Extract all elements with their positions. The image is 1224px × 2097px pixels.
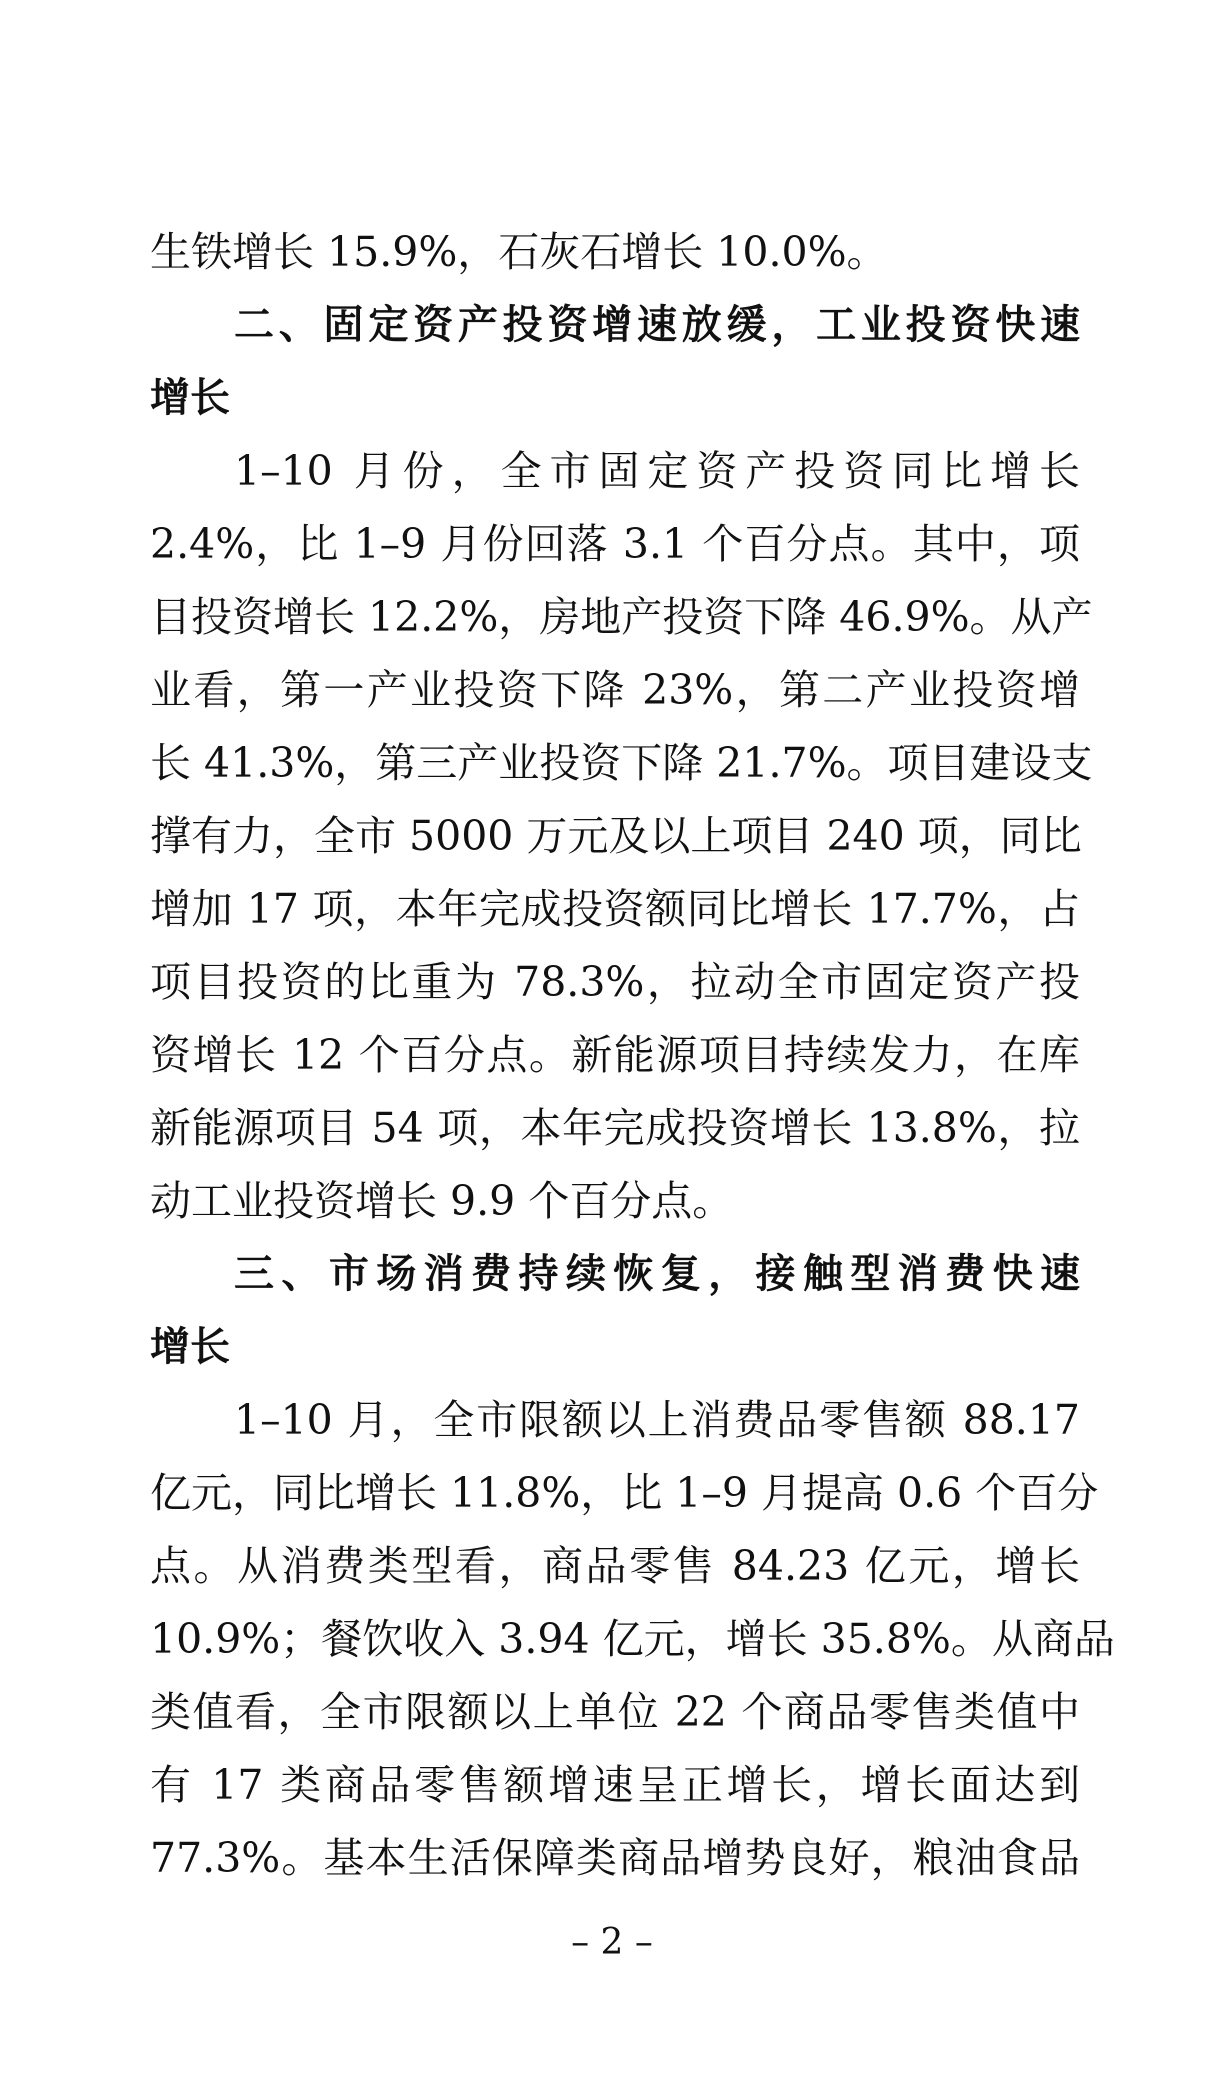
paragraph-3-line-4: 10.9%；餐饮收入 3.94 亿元，增长 35.8%。从商品 xyxy=(150,1615,1115,1663)
paragraph-2-line-4: 业看，第一产业投资下降 23%，第二产业投资增 xyxy=(150,666,1080,714)
section-heading-2-line-1: 二、固定资产投资增速放缓，工业投资快速 xyxy=(234,302,1080,348)
section-heading-3-line-1: 三、市场消费持续恢复，接触型消费快速 xyxy=(234,1251,1080,1297)
page-number: – 2 – xyxy=(571,1922,653,1963)
paragraph-3-line-2: 亿元，同比增长 11.8%，比 1–9 月提高 0.6 个百分 xyxy=(150,1469,1099,1517)
paragraph-3-line-6: 有 17 类商品零售额增速呈正增长，增长面达到 xyxy=(150,1761,1080,1809)
paragraph-2-line-8: 项目投资的比重为 78.3%，拉动全市固定资产投 xyxy=(150,958,1080,1006)
text-line-1: 生铁增长 15.9%，石灰石增长 10.0%。 xyxy=(150,228,888,276)
section-heading-3-line-2: 增长 xyxy=(150,1324,230,1370)
paragraph-3-line-3: 点。从消费类型看，商品零售 84.23 亿元，增长 xyxy=(150,1542,1080,1590)
paragraph-2-line-1: 1–10 月份，全市固定资产投资同比增长 xyxy=(234,447,1080,495)
paragraph-2-line-2: 2.4%，比 1–9 月份回落 3.1 个百分点。其中，项 xyxy=(150,520,1080,568)
paragraph-2-line-9: 资增长 12 个百分点。新能源项目持续发力，在库 xyxy=(150,1031,1080,1079)
paragraph-2-line-3: 目投资增长 12.2%，房地产投资下降 46.9%。从产 xyxy=(150,593,1093,641)
section-heading-2-line-2: 增长 xyxy=(150,375,230,421)
paragraph-3-line-7: 77.3%。基本生活保障类商品增势良好，粮油食品 xyxy=(150,1834,1080,1882)
paragraph-2-line-7: 增加 17 项，本年完成投资额同比增长 17.7%，占 xyxy=(150,885,1080,933)
paragraph-2-line-11: 动工业投资增长 9.9 个百分点。 xyxy=(150,1177,734,1225)
paragraph-3-line-1: 1–10 月，全市限额以上消费品零售额 88.17 xyxy=(234,1396,1080,1444)
paragraph-3-line-5: 类值看，全市限额以上单位 22 个商品零售类值中 xyxy=(150,1688,1080,1736)
paragraph-2-line-6: 撑有力，全市 5000 万元及以上项目 240 项，同比 xyxy=(150,812,1082,860)
paragraph-2-line-10: 新能源项目 54 项，本年完成投资增长 13.8%，拉 xyxy=(150,1104,1080,1152)
paragraph-2-line-5: 长 41.3%，第三产业投资下降 21.7%。项目建设支 xyxy=(150,739,1093,787)
